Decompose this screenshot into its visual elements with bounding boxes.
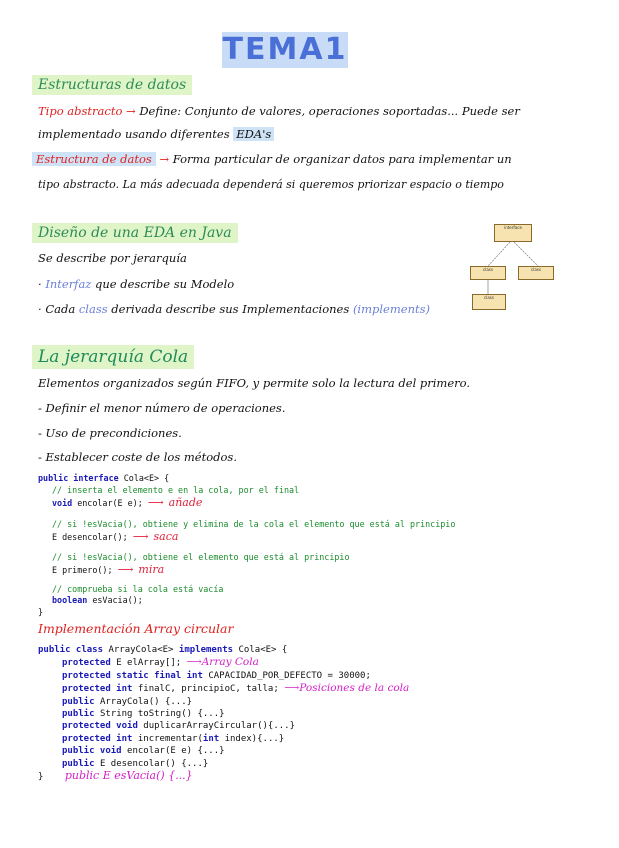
implementado-text: implementado usando diferentes [38, 127, 230, 141]
class-line [38, 301, 430, 317]
annotation-saca: saca [153, 530, 179, 544]
annotation-mira: mira [138, 562, 165, 576]
eda-highlight: EDA's [233, 127, 274, 141]
estructura-text: Forma particular de organizar datos para implementar un [172, 152, 512, 166]
code-line: protected void duplicarArrayCircular(){...} [62, 721, 295, 732]
code-line: } public E esVacia() {...} [38, 769, 193, 783]
implements-paren: (implements) [352, 302, 430, 316]
arrow-icon: → [159, 152, 170, 166]
code-comment: // comprueba si la cola está vacía [52, 583, 224, 594]
annotation-anade: añade [168, 495, 203, 509]
implementado-line [38, 126, 274, 142]
annotation-arrow-icon: ⟶ [284, 682, 300, 695]
interfaz-keyword: Interfaz [45, 277, 92, 291]
bullet: · [38, 277, 42, 291]
section-heading-estructuras: Estructuras de datos [32, 75, 192, 95]
tipo-abstracto-label: Tipo abstracto [38, 104, 123, 118]
uml-class-left-box: class [470, 266, 506, 280]
code-line: protected E elArray[]; ⟶Array Cola [62, 656, 259, 669]
class-keyword: class [78, 302, 108, 316]
code-line: public E desencolar() {...} [62, 758, 209, 769]
annotation-array-cola: Array Cola [201, 656, 259, 669]
tipo-line: tipo abstracto. La más adecuada dependerá si queremos priorizar espacio o tiempo [38, 178, 504, 191]
estructura-line [32, 151, 512, 167]
code-comment: // inserta el elemento e en la cola, por el final [52, 484, 300, 495]
bullet-item: - Establecer coste de los métodos. [38, 450, 237, 464]
code-comment: // si !esVacia(), obtiene y elimina de la cola el elemento que está al principio [52, 519, 456, 530]
fifo-line: Elementos organizados según FIFO, y permite solo la lectura del primero. [38, 376, 471, 390]
class-text: derivada describe sus Implementaciones [111, 302, 350, 316]
annotation-posiciones: Posiciones de la cola [299, 682, 410, 695]
annotation-arrow-icon: ⟶ [117, 562, 134, 576]
code-line: protected int incrementar(int index){...} [62, 733, 285, 744]
code-line: protected int finalC, principioC, talla; ⟶Posiciones de la cola [62, 682, 410, 695]
jerarquia-line: Se describe por jerarquía [38, 251, 187, 265]
code-block-interface [38, 473, 455, 619]
annotation-arrow-icon: ⟶ [186, 656, 202, 669]
code-line: protected static final int CAPACIDAD_POR_DEFECTO = 30000; [62, 670, 371, 681]
code-line: } [38, 607, 44, 618]
estructura-label: Estructura de datos [32, 152, 156, 166]
cada-text: Cada [45, 302, 76, 316]
annotation-arrow-icon: ⟶ [132, 530, 149, 544]
annotation-arrow-icon: ⟶ [147, 495, 164, 509]
section-heading-diseno: Diseño de una EDA en Java [32, 223, 238, 243]
bullet-item: - Uso de precondiciones. [38, 426, 182, 440]
uml-class-right-box: class [518, 266, 554, 280]
interfaz-line [38, 276, 234, 292]
tipo-abstracto-text: Define: Conjunto de valores, operaciones soportadas... Puede ser [139, 104, 520, 118]
code-line: boolean esVacia(); [52, 595, 143, 606]
code-line: public String toString() {...} [62, 709, 225, 720]
code-comment: // si !esVacia(), obtiene el elemento que está al principio [52, 551, 350, 562]
arrow-icon: → [126, 104, 136, 118]
uml-interface-box: interface [494, 224, 532, 242]
section-heading-array-circular: Implementación Array circular [38, 621, 234, 636]
uml-class-bottom-box: class [472, 294, 506, 310]
code-line: public class ArrayCola<E> implements Cola<E> { [38, 645, 288, 655]
code-line: void encolar(E e); ⟶ añade [52, 495, 203, 509]
annotation-esvacia: public E esVacia() {...} [64, 769, 193, 783]
bullet: · [38, 302, 42, 316]
bullet-item: - Definir el menor número de operaciones. [38, 401, 286, 415]
section-heading-jerarquia-cola: La jerarquía Cola [32, 345, 194, 369]
code-line: E desencolar(); ⟶ saca [52, 530, 179, 544]
code-line: public void encolar(E e) {...} [62, 746, 225, 757]
uml-diagram [466, 222, 562, 314]
code-line: E primero(); ⟶ mira [52, 562, 165, 576]
code-block-arraycola [38, 644, 409, 783]
interfaz-text: que describe su Modelo [95, 277, 235, 291]
code-line: public interface Cola<E> { [38, 473, 170, 483]
code-line: public ArrayCola() {...} [62, 696, 193, 707]
tipo-abstracto-line [38, 103, 520, 119]
page-title: TEMA1 [222, 32, 348, 67]
